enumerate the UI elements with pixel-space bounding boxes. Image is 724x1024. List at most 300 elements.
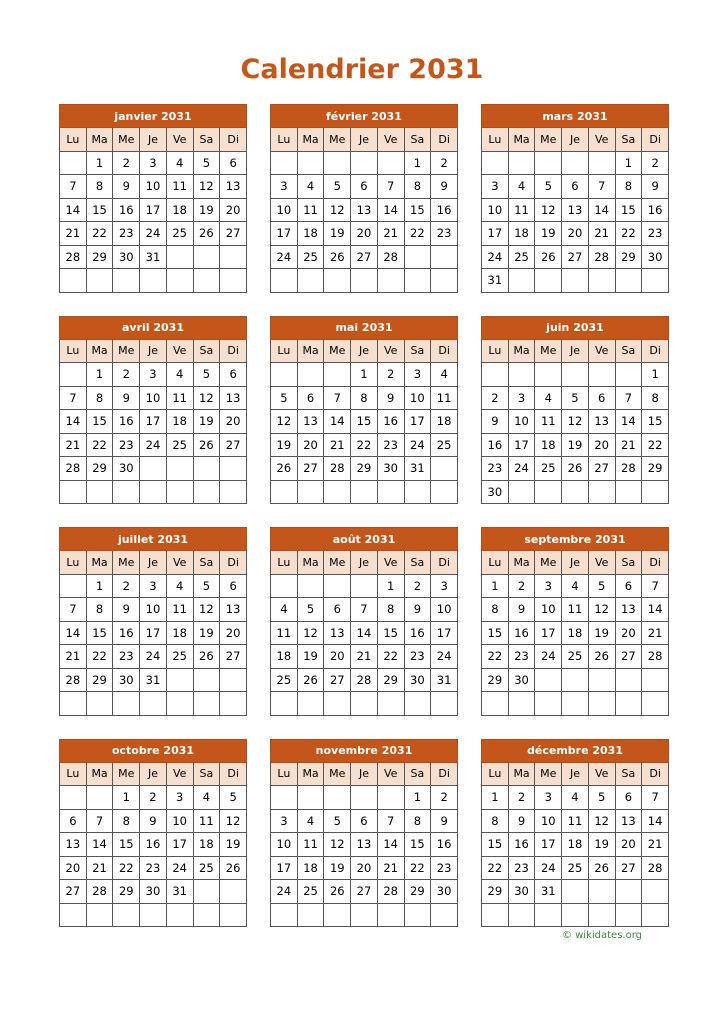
day-cell: 3 <box>508 386 535 410</box>
month-name: février 2031 <box>271 105 458 128</box>
day-cell: 17 <box>535 833 562 857</box>
day-cell: 8 <box>86 598 113 622</box>
week-row <box>271 856 458 880</box>
day-cell: 18 <box>297 222 324 246</box>
day-cell: 19 <box>193 198 220 222</box>
day-header: Je <box>562 339 589 363</box>
empty-cell <box>297 269 324 293</box>
day-cell: 7 <box>642 574 669 598</box>
day-cell: 16 <box>431 198 458 222</box>
week-row <box>482 809 669 833</box>
empty-cell <box>615 903 642 927</box>
day-cell: 1 <box>642 363 669 387</box>
week-row <box>482 668 669 692</box>
day-header: Di <box>431 551 458 575</box>
empty-cell <box>404 692 431 716</box>
day-header: Lu <box>271 762 298 786</box>
month-name: juin 2031 <box>482 316 669 339</box>
day-header: Lu <box>60 551 87 575</box>
day-header: Lu <box>271 128 298 152</box>
empty-cell <box>193 457 220 481</box>
day-header: Di <box>642 339 669 363</box>
day-cell: 18 <box>535 433 562 457</box>
day-cell: 22 <box>482 645 509 669</box>
month-name: mars 2031 <box>482 105 669 128</box>
day-cell: 8 <box>113 809 140 833</box>
day-cell: 1 <box>377 574 404 598</box>
empty-cell <box>220 245 247 269</box>
empty-cell <box>140 269 167 293</box>
footer-credit[interactable]: © wikidates.org <box>561 930 642 941</box>
day-cell: 30 <box>140 880 167 904</box>
day-cell: 21 <box>351 645 378 669</box>
day-cell: 7 <box>60 598 87 622</box>
day-cell: 2 <box>508 574 535 598</box>
day-cell: 30 <box>508 880 535 904</box>
day-cell: 26 <box>562 457 589 481</box>
week-row <box>482 269 669 293</box>
day-cell: 3 <box>535 574 562 598</box>
day-cell: 4 <box>297 175 324 199</box>
week-row <box>60 645 247 669</box>
day-cell: 2 <box>431 151 458 175</box>
day-header: Lu <box>482 128 509 152</box>
week-row <box>60 856 247 880</box>
empty-cell <box>535 269 562 293</box>
day-cell: 26 <box>193 433 220 457</box>
day-cell: 10 <box>166 809 193 833</box>
day-header: Sa <box>193 551 220 575</box>
day-cell: 8 <box>482 598 509 622</box>
empty-cell <box>642 480 669 504</box>
day-cell: 14 <box>60 410 87 434</box>
week-row <box>482 480 669 504</box>
week-row <box>482 786 669 810</box>
day-cell: 3 <box>140 363 167 387</box>
day-cell: 12 <box>535 198 562 222</box>
day-cell: 25 <box>535 457 562 481</box>
day-cell: 22 <box>642 433 669 457</box>
day-header: Ma <box>297 762 324 786</box>
day-cell: 5 <box>535 175 562 199</box>
day-header: Je <box>140 339 167 363</box>
empty-cell <box>351 692 378 716</box>
day-header: Di <box>642 762 669 786</box>
day-header: Sa <box>615 339 642 363</box>
day-cell: 29 <box>377 668 404 692</box>
day-cell: 23 <box>113 222 140 246</box>
day-cell: 18 <box>166 198 193 222</box>
day-cell: 10 <box>508 410 535 434</box>
empty-cell <box>166 692 193 716</box>
day-cell: 26 <box>193 645 220 669</box>
day-cell: 29 <box>86 457 113 481</box>
day-header: Ma <box>508 762 535 786</box>
day-header: Me <box>535 551 562 575</box>
month-table <box>270 527 458 716</box>
day-cell: 13 <box>615 598 642 622</box>
day-cell: 23 <box>482 457 509 481</box>
day-header: Di <box>220 339 247 363</box>
day-header: Ma <box>297 551 324 575</box>
day-cell: 27 <box>220 222 247 246</box>
empty-cell <box>404 269 431 293</box>
day-cell: 23 <box>508 856 535 880</box>
day-cell: 27 <box>60 880 87 904</box>
day-cell: 20 <box>615 833 642 857</box>
day-cell: 23 <box>113 433 140 457</box>
month-table <box>270 316 458 505</box>
day-header: Lu <box>271 551 298 575</box>
day-cell: 6 <box>615 574 642 598</box>
day-cell: 6 <box>60 809 87 833</box>
month-table <box>59 316 247 505</box>
empty-cell <box>113 269 140 293</box>
day-cell: 28 <box>60 457 87 481</box>
day-cell: 17 <box>140 410 167 434</box>
day-cell: 17 <box>431 621 458 645</box>
day-cell: 7 <box>377 175 404 199</box>
day-cell: 10 <box>404 386 431 410</box>
day-cell: 12 <box>193 386 220 410</box>
week-row <box>60 809 247 833</box>
day-header: Ve <box>166 551 193 575</box>
day-header: Je <box>562 762 589 786</box>
day-cell: 6 <box>351 175 378 199</box>
day-header: Me <box>324 551 351 575</box>
day-cell: 14 <box>351 621 378 645</box>
day-cell: 8 <box>377 598 404 622</box>
empty-cell <box>166 903 193 927</box>
day-cell: 3 <box>166 786 193 810</box>
day-cell: 12 <box>588 598 615 622</box>
day-cell: 21 <box>60 645 87 669</box>
day-header: Di <box>431 339 458 363</box>
day-cell: 2 <box>113 151 140 175</box>
day-cell: 11 <box>166 598 193 622</box>
week-row <box>271 692 458 716</box>
empty-cell <box>431 692 458 716</box>
day-cell: 26 <box>297 668 324 692</box>
empty-cell <box>220 903 247 927</box>
day-cell: 16 <box>113 198 140 222</box>
day-cell: 23 <box>508 645 535 669</box>
day-cell: 4 <box>535 386 562 410</box>
week-row <box>482 621 669 645</box>
day-cell: 21 <box>588 222 615 246</box>
week-row <box>482 386 669 410</box>
empty-cell <box>615 692 642 716</box>
day-cell: 2 <box>140 786 167 810</box>
day-header: Ve <box>588 551 615 575</box>
empty-cell <box>193 480 220 504</box>
day-cell: 11 <box>562 809 589 833</box>
day-header: Sa <box>193 762 220 786</box>
day-cell: 29 <box>86 668 113 692</box>
day-header: Ma <box>508 339 535 363</box>
day-cell: 9 <box>140 809 167 833</box>
day-cell: 24 <box>508 457 535 481</box>
empty-cell <box>642 692 669 716</box>
day-cell: 10 <box>140 175 167 199</box>
day-cell: 18 <box>508 222 535 246</box>
empty-cell <box>324 480 351 504</box>
day-cell: 20 <box>220 198 247 222</box>
day-cell: 21 <box>86 856 113 880</box>
empty-cell <box>220 457 247 481</box>
day-cell: 24 <box>140 222 167 246</box>
empty-cell <box>60 363 87 387</box>
day-cell: 1 <box>404 151 431 175</box>
day-header: Lu <box>482 551 509 575</box>
day-header: Je <box>351 551 378 575</box>
empty-cell <box>404 245 431 269</box>
day-cell: 12 <box>193 598 220 622</box>
day-cell: 26 <box>324 245 351 269</box>
day-cell: 11 <box>271 621 298 645</box>
day-cell: 23 <box>140 856 167 880</box>
day-cell: 5 <box>220 786 247 810</box>
day-cell: 27 <box>324 668 351 692</box>
empty-cell <box>324 786 351 810</box>
week-row <box>271 410 458 434</box>
empty-cell <box>220 269 247 293</box>
empty-cell <box>60 903 87 927</box>
empty-cell <box>220 692 247 716</box>
day-cell: 21 <box>60 433 87 457</box>
day-cell: 13 <box>562 198 589 222</box>
day-header: Ma <box>508 128 535 152</box>
empty-cell <box>377 786 404 810</box>
day-header: Ve <box>588 128 615 152</box>
day-cell: 16 <box>113 621 140 645</box>
week-row <box>60 386 247 410</box>
day-header: Sa <box>404 551 431 575</box>
week-row <box>60 621 247 645</box>
day-cell: 4 <box>431 363 458 387</box>
day-cell: 15 <box>113 833 140 857</box>
day-cell: 18 <box>431 410 458 434</box>
day-cell: 14 <box>642 809 669 833</box>
day-header: Di <box>431 128 458 152</box>
day-cell: 10 <box>140 598 167 622</box>
day-cell: 24 <box>140 433 167 457</box>
week-row <box>271 880 458 904</box>
day-cell: 13 <box>588 410 615 434</box>
day-cell: 5 <box>324 809 351 833</box>
day-cell: 26 <box>588 856 615 880</box>
day-cell: 12 <box>271 410 298 434</box>
day-cell: 14 <box>377 833 404 857</box>
empty-cell <box>562 151 589 175</box>
day-cell: 18 <box>193 833 220 857</box>
day-cell: 25 <box>166 222 193 246</box>
day-cell: 3 <box>431 574 458 598</box>
day-cell: 14 <box>615 410 642 434</box>
day-cell: 25 <box>562 645 589 669</box>
month-table <box>59 527 247 716</box>
day-cell: 5 <box>324 175 351 199</box>
week-row <box>60 175 247 199</box>
empty-cell <box>113 903 140 927</box>
day-cell: 17 <box>166 833 193 857</box>
day-cell: 27 <box>562 245 589 269</box>
empty-cell <box>271 151 298 175</box>
day-cell: 27 <box>615 856 642 880</box>
day-cell: 24 <box>271 245 298 269</box>
day-cell: 18 <box>271 645 298 669</box>
day-cell: 15 <box>482 621 509 645</box>
week-row <box>271 222 458 246</box>
day-cell: 12 <box>588 809 615 833</box>
day-cell: 2 <box>431 786 458 810</box>
day-cell: 20 <box>588 433 615 457</box>
day-cell: 10 <box>271 833 298 857</box>
day-cell: 21 <box>615 433 642 457</box>
week-row <box>60 786 247 810</box>
day-cell: 14 <box>324 410 351 434</box>
month-table <box>481 104 669 293</box>
day-cell: 9 <box>404 598 431 622</box>
day-header: Je <box>140 762 167 786</box>
day-cell: 1 <box>351 363 378 387</box>
week-row <box>482 222 669 246</box>
day-header: Ve <box>588 339 615 363</box>
day-cell: 15 <box>86 621 113 645</box>
day-header: Lu <box>482 339 509 363</box>
empty-cell <box>113 692 140 716</box>
day-cell: 9 <box>431 809 458 833</box>
day-cell: 2 <box>508 786 535 810</box>
day-cell: 19 <box>324 222 351 246</box>
day-header: Ve <box>377 339 404 363</box>
week-row <box>60 574 247 598</box>
empty-cell <box>351 903 378 927</box>
empty-cell <box>166 245 193 269</box>
day-cell: 24 <box>535 856 562 880</box>
week-row <box>271 668 458 692</box>
day-header: Me <box>324 128 351 152</box>
empty-cell <box>86 903 113 927</box>
day-cell: 22 <box>86 645 113 669</box>
month-name: août 2031 <box>271 528 458 551</box>
day-cell: 19 <box>588 833 615 857</box>
empty-cell <box>615 363 642 387</box>
day-cell: 20 <box>324 645 351 669</box>
day-cell: 12 <box>562 410 589 434</box>
empty-cell <box>297 786 324 810</box>
day-cell: 15 <box>615 198 642 222</box>
day-cell: 5 <box>193 151 220 175</box>
empty-cell <box>60 786 87 810</box>
empty-cell <box>193 668 220 692</box>
day-cell: 27 <box>351 245 378 269</box>
day-cell: 9 <box>482 410 509 434</box>
week-row <box>60 433 247 457</box>
month-table <box>481 527 669 716</box>
day-cell: 30 <box>404 668 431 692</box>
day-cell: 20 <box>220 410 247 434</box>
day-header: Ma <box>297 128 324 152</box>
empty-cell <box>86 786 113 810</box>
day-header: Me <box>324 762 351 786</box>
day-cell: 10 <box>271 198 298 222</box>
day-cell: 30 <box>113 245 140 269</box>
day-cell: 23 <box>113 645 140 669</box>
day-cell: 8 <box>404 809 431 833</box>
day-cell: 4 <box>166 574 193 598</box>
day-cell: 26 <box>588 645 615 669</box>
day-cell: 19 <box>562 433 589 457</box>
day-cell: 27 <box>588 457 615 481</box>
month-name: janvier 2031 <box>60 105 247 128</box>
empty-cell <box>431 457 458 481</box>
day-cell: 8 <box>482 809 509 833</box>
day-cell: 8 <box>351 386 378 410</box>
empty-cell <box>615 269 642 293</box>
week-row <box>271 363 458 387</box>
day-cell: 16 <box>508 833 535 857</box>
empty-cell <box>60 269 87 293</box>
day-cell: 1 <box>86 574 113 598</box>
day-cell: 15 <box>377 621 404 645</box>
day-cell: 6 <box>615 786 642 810</box>
day-cell: 11 <box>193 809 220 833</box>
month-name: novembre 2031 <box>271 739 458 762</box>
empty-cell <box>562 480 589 504</box>
day-cell: 4 <box>271 598 298 622</box>
week-row <box>482 598 669 622</box>
day-cell: 1 <box>404 786 431 810</box>
day-cell: 8 <box>615 175 642 199</box>
day-cell: 22 <box>482 856 509 880</box>
week-row <box>271 269 458 293</box>
day-header: Me <box>113 339 140 363</box>
day-cell: 22 <box>86 433 113 457</box>
empty-cell <box>508 151 535 175</box>
day-cell: 2 <box>482 386 509 410</box>
day-header: Sa <box>404 128 431 152</box>
day-cell: 8 <box>86 386 113 410</box>
day-cell: 13 <box>324 621 351 645</box>
empty-cell <box>431 269 458 293</box>
day-cell: 12 <box>220 809 247 833</box>
day-header: Me <box>324 339 351 363</box>
day-cell: 16 <box>404 621 431 645</box>
day-header: Lu <box>271 339 298 363</box>
day-cell: 31 <box>482 269 509 293</box>
day-cell: 12 <box>193 175 220 199</box>
empty-cell <box>166 480 193 504</box>
day-header: Je <box>562 551 589 575</box>
empty-cell <box>508 363 535 387</box>
day-cell: 4 <box>562 574 589 598</box>
day-header: Sa <box>615 128 642 152</box>
day-cell: 15 <box>86 198 113 222</box>
month-name: juillet 2031 <box>60 528 247 551</box>
empty-cell <box>140 692 167 716</box>
day-cell: 21 <box>377 856 404 880</box>
month-table <box>270 104 458 293</box>
empty-cell <box>404 480 431 504</box>
week-row <box>271 480 458 504</box>
day-cell: 17 <box>508 433 535 457</box>
week-row <box>60 903 247 927</box>
empty-cell <box>562 692 589 716</box>
month-name: octobre 2031 <box>60 739 247 762</box>
week-row <box>482 856 669 880</box>
week-row <box>482 833 669 857</box>
